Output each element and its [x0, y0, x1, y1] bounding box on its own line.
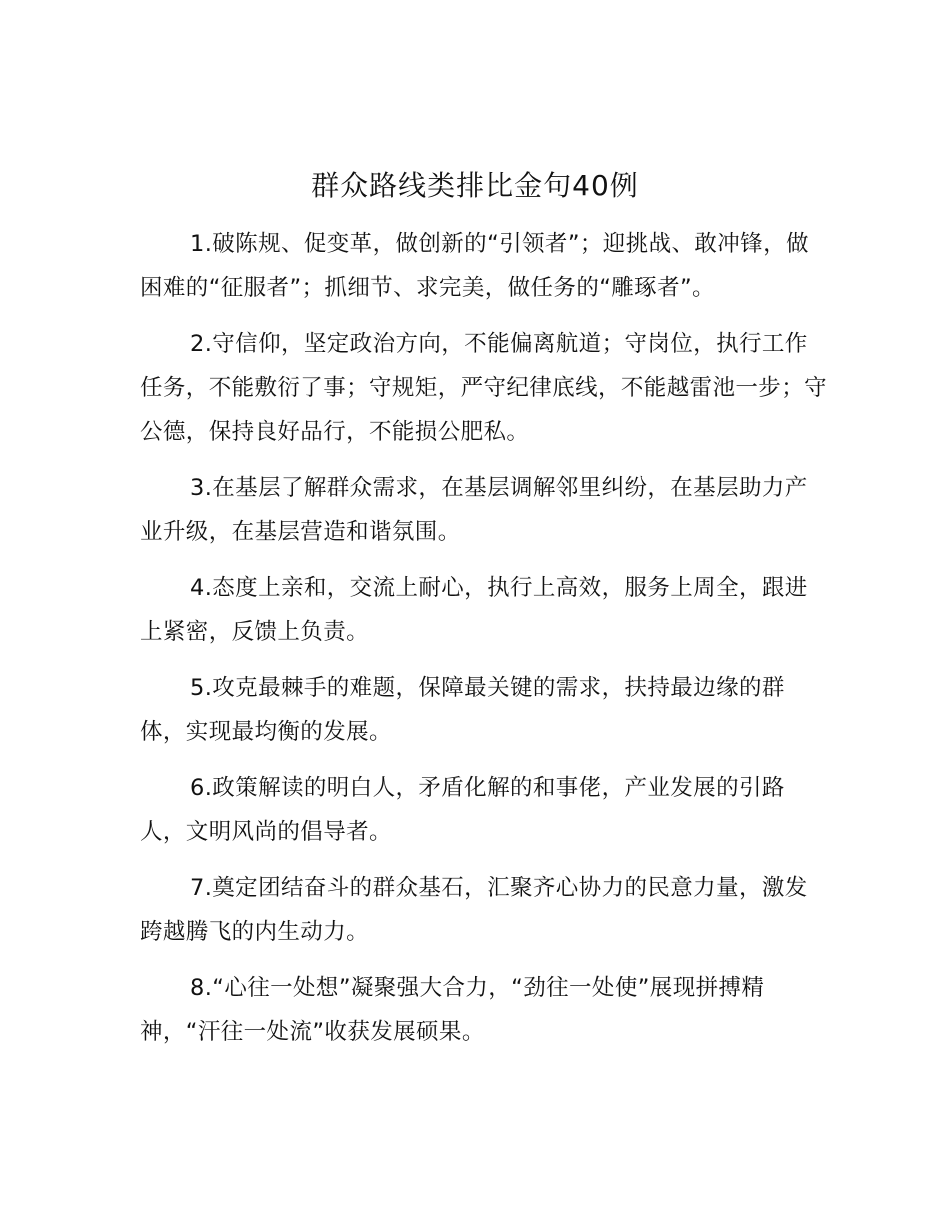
paragraph-1: 1.破陈规、促变革，做创新的“引领者”；迎挑战、敢冲锋，做困难的“征服者”；抓细节、求完美，做任务的“雕琢者”。	[140, 231, 809, 301]
paragraph-7: 7.奠定团结奋斗的群众基石，汇聚齐心协力的民意力量，激发跨越腾飞的内生动力。	[140, 875, 808, 945]
paragraph-6: 6.政策解读的明白人，矛盾化解的和事佬，产业发展的引路人，文明风尚的倡导者。	[140, 775, 785, 845]
paragraph-2: 2.守信仰，坚定政治方向，不能偏离航道；守岗位，执行工作任务，不能敷衍了事；守规矩，严守纪律底线，不能越雷池一步；守公德，保持良好品行，不能损公肥私。	[140, 331, 828, 445]
document-title: 群众路线类排比金句40例	[311, 169, 639, 202]
paragraph-5: 5.攻克最棘手的难题，保障最关键的需求，扶持最边缘的群体，实现最均衡的发展。	[140, 675, 785, 745]
paragraph-8: 8.“心往一处想”凝聚强大合力，“劲往一处使”展现拼搏精神，“汗往一处流”收获发展硕果。	[140, 975, 765, 1045]
document-body	[140, 222, 830, 1066]
paragraph-3: 3.在基层了解群众需求，在基层调解邻里纠纷，在基层助力产业升级，在基层营造和谐氛围。	[140, 475, 808, 545]
paragraph-4: 4.态度上亲和，交流上耐心，执行上高效，服务上周全，跟进上紧密，反馈上负责。	[140, 575, 808, 645]
